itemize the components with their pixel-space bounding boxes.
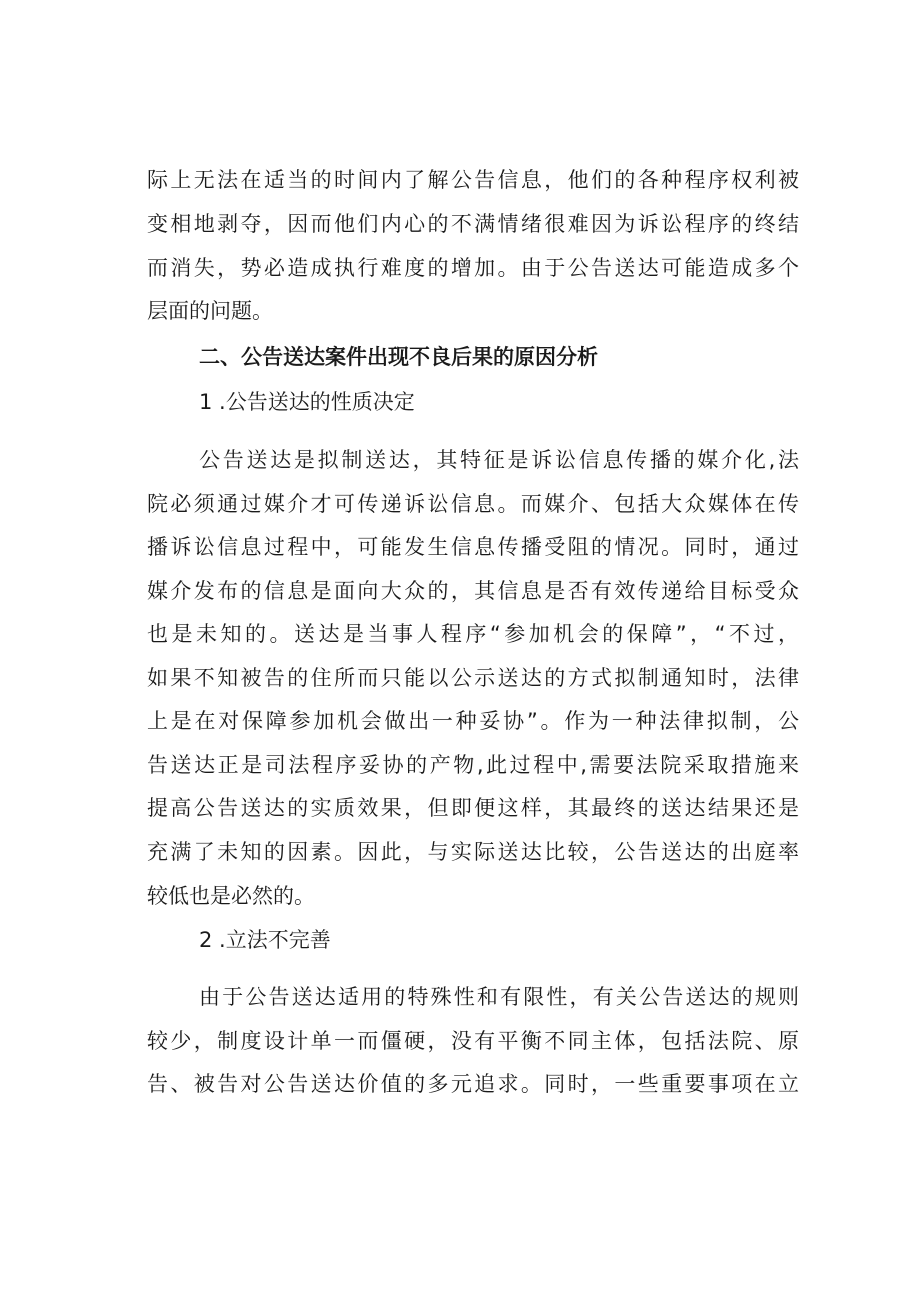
paragraph-3-line-3: 告、被告对公告送达价值的多元追求。同时，一些重要事项在立: [147, 1072, 799, 1096]
paragraph-1-line-1: 际上无法在适当的时间内了解公告信息，他们的各种程序权利被: [147, 168, 799, 192]
paragraph-1-line-4: 层面的问题。: [147, 299, 273, 323]
section-heading: 二、公告送达案件出现不良后果的原因分析: [199, 345, 598, 369]
paragraph-2-line-9: 提高公告送达的实质效果，但即便这样，其最终的送达结果还是: [147, 796, 799, 820]
subheading-1: 1 .公告送达的性质决定: [199, 390, 415, 414]
paragraph-2-line-7: 上是在对保障参加机会做出一种妥协”。作为一种法律拟制，公: [147, 709, 799, 733]
paragraph-2-line-5: 也是未知的。送达是当事人程序“参加机会的保障”，“不过，: [147, 622, 799, 646]
paragraph-3-line-1: 由于公告送达适用的特殊性和有限性，有关公告送达的规则: [199, 985, 799, 1009]
paragraph-2-line-1: 公告送达是拟制送达，其特征是诉讼信息传播的媒介化,法: [199, 448, 799, 472]
paragraph-2-line-2: 院必须通过媒介才可传递诉讼信息。而媒介、包括大众媒体在传: [147, 492, 799, 516]
paragraph-2-line-4: 媒介发布的信息是面向大众的，其信息是否有效传递给目标受众: [147, 579, 799, 603]
subheading-2: 2 .立法不完善: [199, 928, 331, 952]
paragraph-2-line-11: 较低也是必然的。: [147, 884, 315, 908]
paragraph-1-line-3: 而消失，势必造成执行难度的增加。由于公告送达可能造成多个: [147, 256, 799, 280]
paragraph-2-line-3: 播诉讼信息过程中，可能发生信息传播受阻的情况。同时，通过: [147, 535, 799, 559]
paragraph-2-line-10: 充满了未知的因素。因此，与实际送达比较，公告送达的出庭率: [147, 840, 799, 864]
paragraph-2-line-8: 告送达正是司法程序妥协的产物,此过程中,需要法院采取措施来: [147, 753, 799, 777]
paragraph-1-line-2: 变相地剥夺，因而他们内心的不满情绪很难因为诉讼程序的终结: [147, 212, 799, 236]
paragraph-3-line-2: 较少，制度设计单一而僵硬，没有平衡不同主体，包括法院、原: [147, 1029, 799, 1053]
paragraph-2-line-6: 如果不知被告的住所而只能以公示送达的方式拟制通知时，法律: [147, 666, 799, 690]
